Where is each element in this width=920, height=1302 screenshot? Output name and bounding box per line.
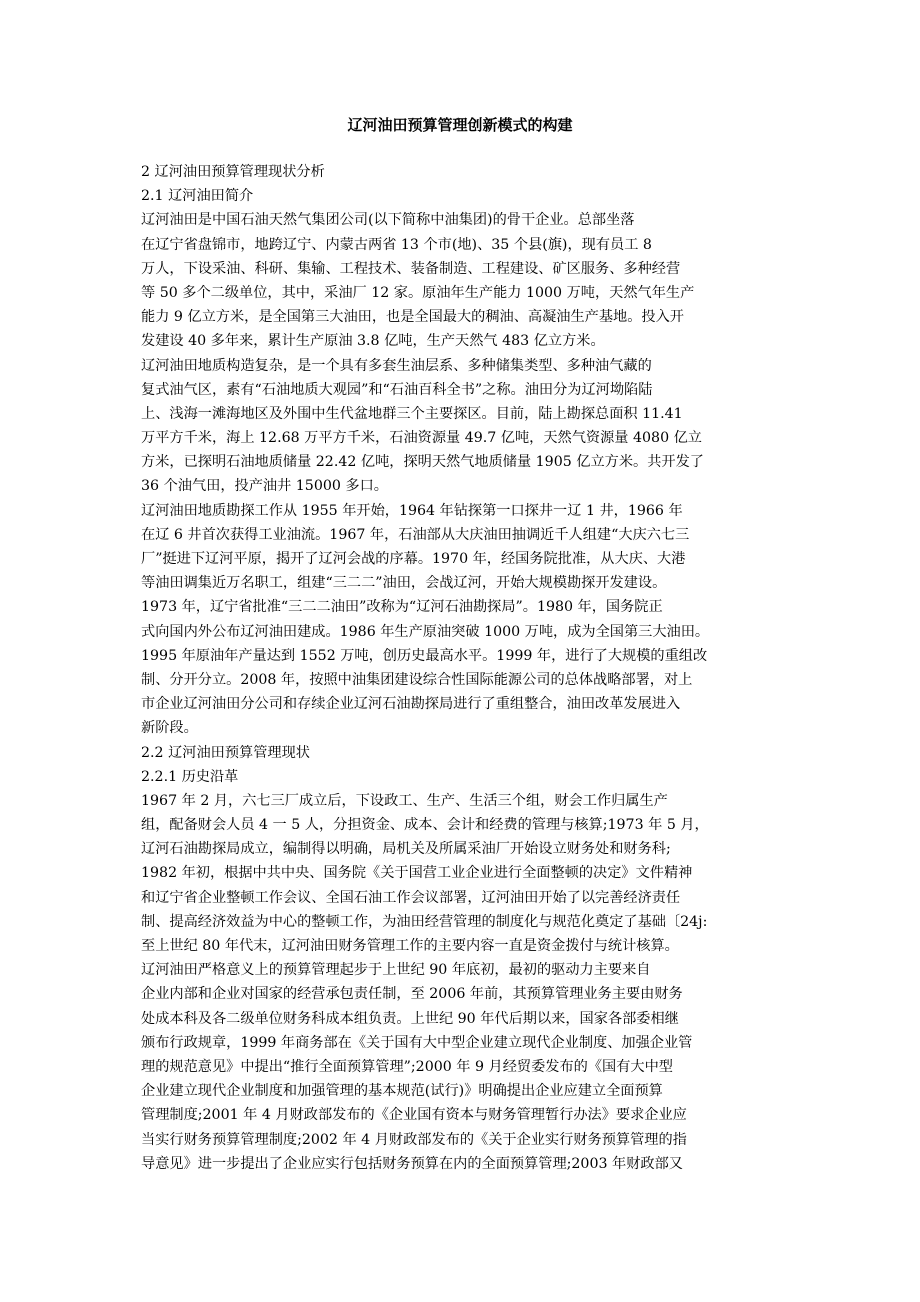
text-line: 组，配备财会人员 4 一 5 人，分担资金、成本、会计和经费的管理与核算;1973 年 5 月， <box>141 817 709 834</box>
text-line: 和辽宁省企业整顿工作会议、全国石油工作会议部署，辽河油田开始了以完善经济责任 <box>141 889 681 906</box>
text-line: 1982 年初，根据中共中央、国务院《关于国营工业企业进行全面整顿的决定》文件精神 <box>141 865 693 882</box>
text-line: 至上世纪 80 年代末，辽河油田财务管理工作的主要内容一直是资金拨付与统计核算。 <box>141 938 679 954</box>
text-line: 制、提高经济效益为中心的整顿工作，为油田经营管理的制度化与规范化奠定了基础〔24j: <box>141 913 708 930</box>
text-line: 万平方千米，海上 12.68 万平方千米，石油资源量 49.7 亿吨，天然气资源量 4080 亿立 <box>141 430 702 447</box>
text-line: 复式油气区，素有“石油地质大观园”和“石油百科全书”之称。油田分为辽河坳陷陆 <box>141 381 653 398</box>
text-line: 发建设 40 多年来，累计生产原油 3.8 亿吨，生产天然气 483 亿立方米。 <box>141 333 605 350</box>
text-line: 辽河油田地质构造复杂，是一个具有多套生油层系、多种储集类型、多种油气藏的 <box>141 357 652 374</box>
text-line: 新阶段。 <box>141 720 198 737</box>
text-line: 辽河油田地质勘探工作从 1955 年开始，1964 年钻探第一口探井一辽 1 井，1966 年 <box>141 502 683 519</box>
document-body <box>141 160 781 1176</box>
text-line: 能力 9 亿立方米，是全国第三大油田，也是全国最大的稠油、高凝油生产基地。投入开 <box>141 309 684 326</box>
text-line: 2.2 辽河油田预算管理现状 <box>141 744 310 761</box>
text-line: 企业内部和企业对国家的经营承包责任制，至 2006 年前，其预算管理业务主要由财务 <box>141 986 683 1003</box>
text-line: 2.2.1 历史沿革 <box>141 768 239 785</box>
text-line: 2.1 辽河油田简介 <box>141 188 254 205</box>
text-line: 处成本科及各二级单位财务科成本组负责。上世纪 90 年代后期以来，国家各部委相继 <box>141 1010 679 1027</box>
text-line: 1995 年原油年产量达到 1552 万吨，创历史最高水平。1999 年，进行了大规模的重组改 <box>141 647 708 664</box>
text-line: 方米，已探明石油地质储量 22.42 亿吨，探明天然气地质储量 1905 亿立方米。共开发了 <box>141 454 704 471</box>
text-line: 企业建立现代企业制度和加强管理的基本规范(试行)》明确提出企业应建立全面预算 <box>141 1083 663 1100</box>
text-line: 1973 年，辽宁省批准“三二二油田”改称为“辽河石油勘探局”。1980 年，国务院正 <box>141 599 663 616</box>
text-line: 万人，下设采油、科研、集输、工程技术、装备制造、工程建设、矿区服务、多种经营 <box>141 260 681 277</box>
text-line: 1967 年 2 月，六七三厂成立后，下设政工、生产、生活三个组，财会工作归属生产 <box>141 792 668 809</box>
text-line: 等 50 多个二级单位，其中，采油厂 12 家。原油年生产能力 1000 万吨，天然气年生产 <box>141 284 695 301</box>
document-title: 辽河油田预算管理创新模式的构建 <box>347 116 573 134</box>
text-line: 在辽 6 井首次获得工业油流。1967 年，石油部从大庆油田抽调近千人组建“大庆六七三 <box>141 526 690 543</box>
text-line: 上、浅海一滩海地区及外围中生代盆地群三个主要探区。目前，陆上勘探总面积 11.41 <box>141 405 683 422</box>
text-line: 市企业辽河油田分公司和存续企业辽河石油勘探局进行了重组整合，油田改革发展进入 <box>141 696 681 713</box>
text-line: 当实行财务预算管理制度;2002 年 4 月财政部发布的《关于企业实行财务预算管理的指 <box>141 1131 687 1148</box>
text-line: 厂”挺进下辽河平原，揭开了辽河会战的序幕。1970 年，经国务院批准，从大庆、大港 <box>141 551 686 567</box>
text-line: 等油田调集近万名职工，组建“三二二”油田，会战辽河，开始大规模勘探开发建设。 <box>141 575 667 592</box>
text-line: 制、分开分立。2008 年，按照中油集团建设综合性国际能源公司的总体战略部署，对上 <box>141 671 693 688</box>
text-line: 在辽宁省盘锦市，地跨辽宁、内蒙古两省 13 个市(地)、35 个县(旗)，现有员工 8 <box>141 236 652 253</box>
text-line: 管理制度;2001 年 4 月财政部发布的《企业国有资本与财务管理暂行办法》要求企业应 <box>141 1107 687 1124</box>
text-line: 辽河石油勘探局成立，编制得以明确，局机关及所属采油厂开始设立财务处和财务科; <box>141 841 671 858</box>
text-line: 36 个油气田，投产油井 15000 多口。 <box>141 478 388 495</box>
text-line: 2 辽河油田预算管理现状分析 <box>141 164 325 180</box>
text-line: 辽河油田是中国石油天然气集团公司(以下简称中油集团)的骨干企业。总部坐落 <box>141 212 635 229</box>
text-line: 导意见》进一步提出了企业应实行包括财务预算在内的全面预算管理;2003 年财政部又 <box>141 1155 683 1172</box>
text-line: 式向国内外公布辽河油田建成。1986 年生产原油突破 1000 万吨，成为全国第三大油田。 <box>141 623 710 640</box>
text-line: 辽河油田严格意义上的预算管理起步于上世纪 90 年底初，最初的驱动力主要来自 <box>141 962 651 979</box>
text-line: 颁布行政规章，1999 年商务部在《关于国有大中型企业建立现代企业制度、加强企业管 <box>141 1034 693 1051</box>
text-line: 理的规范意见》中提出“推行全面预算管理”;2000 年 9 月经贸委发布的《国有大中型 <box>141 1058 673 1075</box>
